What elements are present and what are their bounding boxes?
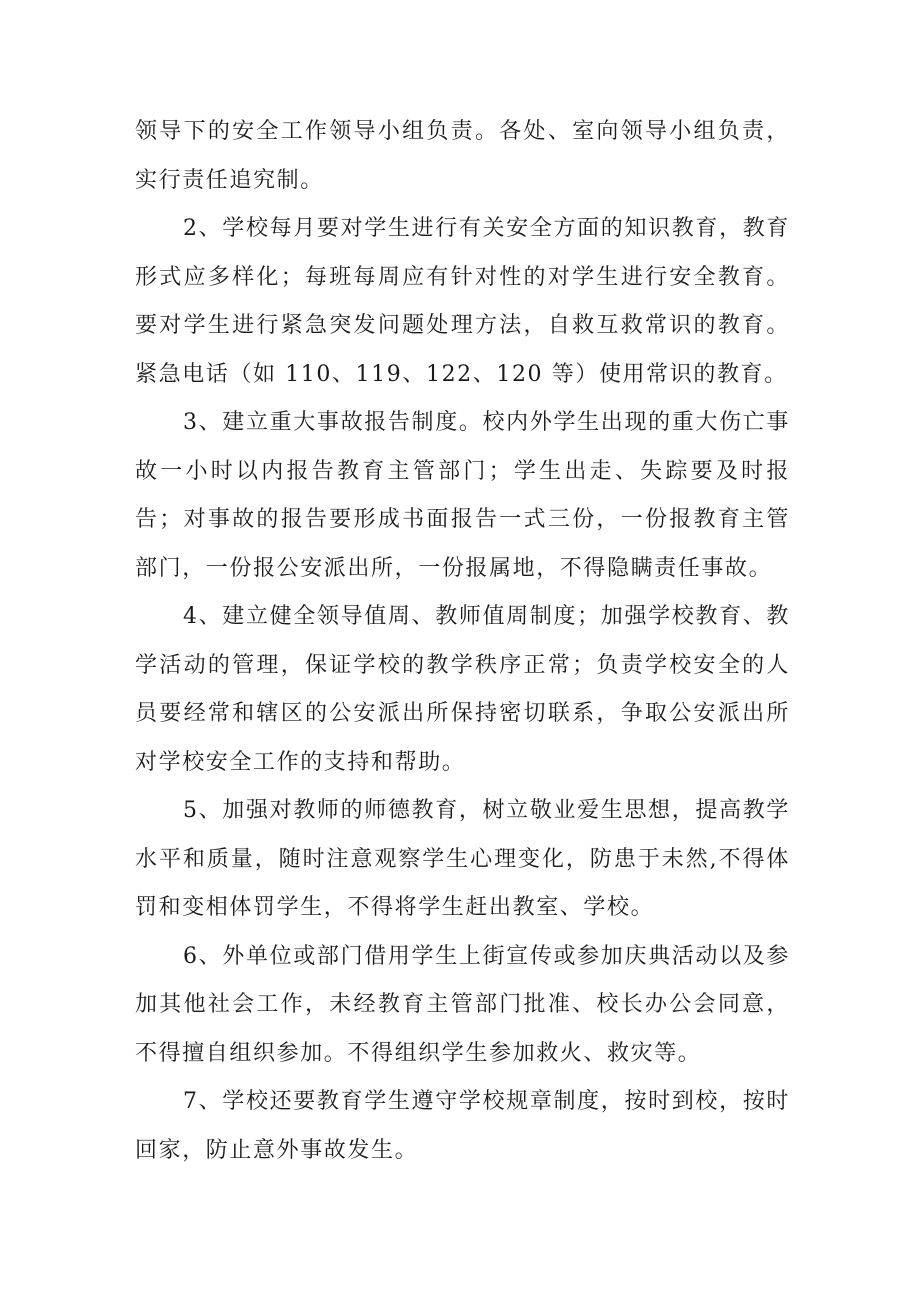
paragraph-item-7: 7、学校还要教育学生遵守学校规章制度，按时到校，按时回家，防止意外事故发生。 xyxy=(135,1089,790,1163)
paragraph-item-5: 5、加强对教师的师德教育，树立敬业爱生思想，提高教学水平和质量，随时注意观察学生心理变化，防患于未然,不得体罚和变相体罚学生，不得将学生赶出教室、学校。 xyxy=(135,798,790,920)
paragraph-item-3: 3、建立重大事故报告制度。校内外学生出现的重大伤亡事故一小时以内报告教育主管部门；学生出走、失踪要及时报告；对事故的报告要形成书面报告一式三份，一份报教育主管部门，一份报公安派出所，一份报属地，不得隐瞒责任事故。 xyxy=(135,410,790,581)
paragraph-item-6: 6、外单位或部门借用学生上街宣传或参加庆典活动以及参加其他社会工作，未经教育主管部门批准、校长办公会同意，不得擅自组织参加。不得组织学生参加救火、救灾等。 xyxy=(135,943,790,1066)
document-body xyxy=(135,108,790,1175)
paragraph-continuation: 领导下的安全工作领导小组负责。各处、室向领导小组负责，实行责任追究制。 xyxy=(135,119,790,193)
paragraph-item-4: 4、建立健全领导值周、教师值周制度；加强学校教育、教学活动的管理，保证学校的教学秩序正常；负责学校安全的人员要经常和辖区的公安派出所保持密切联系，争取公安派出所对学校安全工作的支持和帮助。 xyxy=(135,604,790,775)
paragraph-item-2: 2、学校每月要对学生进行有关安全方面的知识教育，教育形式应多样化；每班每周应有针对性的对学生进行安全教育。要对学生进行紧急突发问题处理方法，自救互救常识的教育。紧急电话（如 110、119、122、120 等）使用常识的教育。 xyxy=(135,216,790,387)
